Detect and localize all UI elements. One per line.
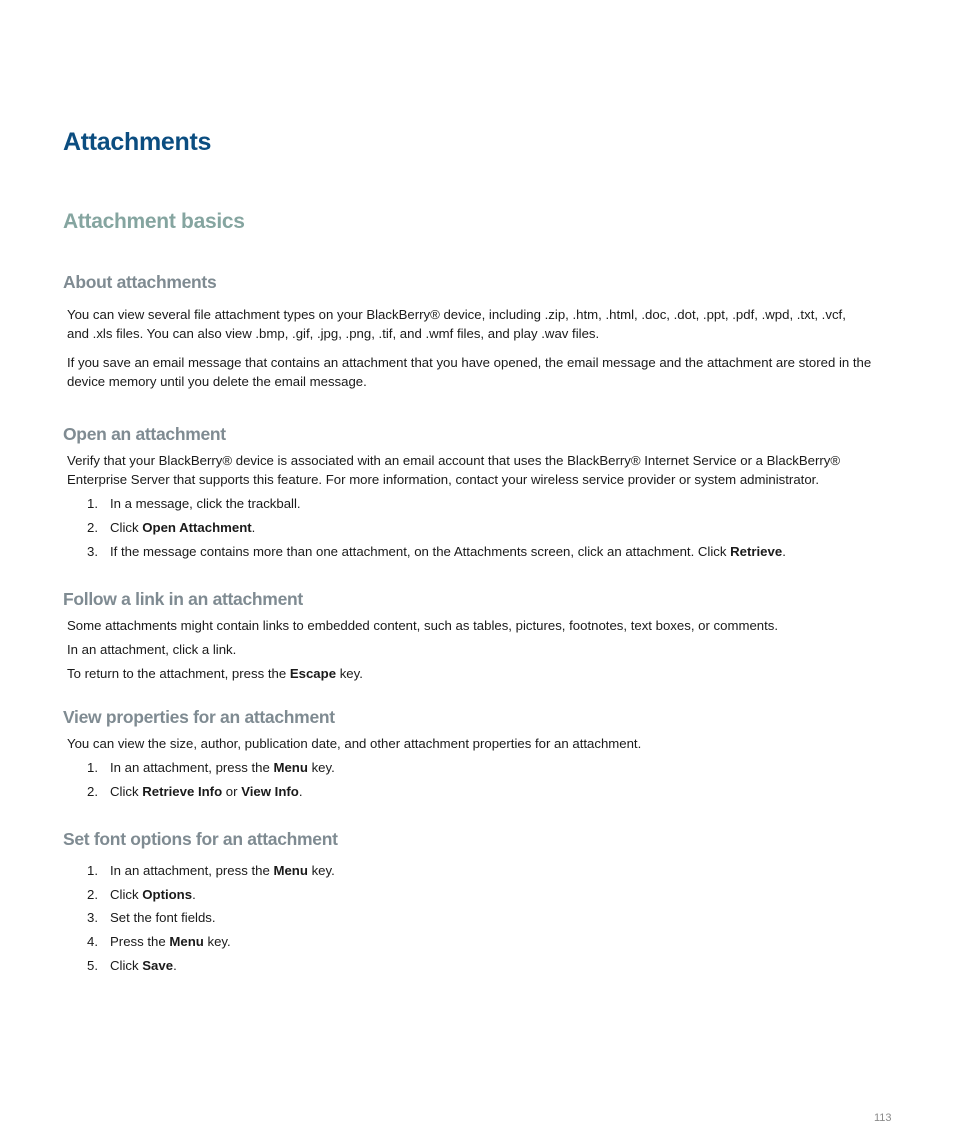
- follow-p3-text: To return to the attachment, press the: [67, 666, 290, 681]
- font-step-1: [87, 861, 887, 880]
- step-bold-term-2: View Info: [241, 784, 299, 799]
- section-title: Attachment basics: [63, 210, 245, 233]
- follow-paragraph-2: In an attachment, click a link.: [67, 642, 237, 657]
- follow-link-heading: Follow a link in an attachment: [63, 589, 303, 609]
- about-p1-line2: and .xls files. You can also view .bmp, .gif, .jpg, .png, .tif, and .wmf files, and play .wav files.: [67, 326, 600, 341]
- font-step-2: [87, 885, 887, 904]
- step-text: In an attachment, press the: [110, 760, 274, 775]
- step-text: Set the font fields.: [110, 910, 216, 925]
- step-number: 1.: [87, 496, 98, 511]
- about-paragraph-2: [67, 353, 897, 391]
- step-text-end: key.: [307, 760, 335, 775]
- about-attachments-heading: About attachments: [63, 272, 217, 292]
- step-bold-term-1: Retrieve Info: [142, 784, 223, 799]
- step-number: 1.: [87, 863, 98, 878]
- about-p2-line1: If you save an email message that contains an attachment that you have opened, the email message and the attachment are stored in the: [67, 355, 872, 370]
- step-text: Click: [110, 958, 143, 973]
- step-text: In a message, click the trackball.: [110, 496, 301, 511]
- about-p2-line2: device memory until you delete the email message.: [67, 374, 367, 389]
- open-step-1: [87, 494, 887, 513]
- step-bold-term: Menu: [273, 760, 308, 775]
- step-number: 4.: [87, 934, 98, 949]
- step-text-end: key.: [203, 934, 231, 949]
- step-text: In an attachment, press the: [110, 863, 274, 878]
- view-step-2: [87, 782, 887, 801]
- step-text-end: .: [173, 958, 177, 973]
- about-p1-line1: You can view several file attachment types on your BlackBerry® device, including .zip, .htm, .html, .doc, .dot, .ppt, .pdf, .wpd, .txt, .vcf,: [67, 307, 846, 322]
- view-paragraph: You can view the size, author, publication date, and other attachment properties for an attachment.: [67, 736, 642, 751]
- step-text-end: .: [251, 520, 256, 535]
- step-bold-term: Menu: [169, 934, 204, 949]
- font-step-3: [87, 908, 887, 927]
- step-text-end: key.: [307, 863, 335, 878]
- open-p-line2: Enterprise Server that supports this feature. For more information, contact your wireless service provider or system administrator.: [67, 472, 819, 487]
- font-options-heading: Set font options for an attachment: [63, 829, 338, 849]
- font-step-4: [87, 932, 887, 951]
- step-bold-term: Save: [142, 958, 174, 973]
- step-text: Click: [110, 887, 143, 902]
- page-number: 113: [874, 1112, 892, 1124]
- step-text-end: .: [782, 544, 786, 559]
- step-bold-term: Retrieve: [730, 544, 783, 559]
- escape-key-term: Escape: [289, 666, 337, 681]
- step-number: 2.: [87, 887, 98, 902]
- step-text-end: .: [298, 784, 303, 799]
- step-bold-term: Menu: [273, 863, 308, 878]
- step-number: 1.: [87, 760, 98, 775]
- open-p-line1: Verify that your BlackBerry® device is associated with an email account that uses the BlackBerry® Internet Service or a BlackBerry®: [67, 453, 841, 468]
- step-text-mid: or: [222, 784, 242, 799]
- font-step-5: [87, 956, 887, 975]
- step-text: Click: [110, 784, 143, 799]
- step-bold-term: Options: [142, 887, 193, 902]
- step-text-end: .: [192, 887, 196, 902]
- open-paragraph: [67, 451, 897, 489]
- step-bold-term: Open Attachment: [142, 520, 252, 535]
- view-step-1: [87, 758, 887, 777]
- open-attachment-heading: Open an attachment: [63, 424, 226, 444]
- follow-p3-text-end: key.: [336, 666, 363, 681]
- follow-paragraph-1: Some attachments might contain links to embedded content, such as tables, pictures, footnotes, text boxes, or comments.: [67, 618, 779, 633]
- step-number: 2.: [87, 520, 98, 535]
- open-step-2: [87, 518, 887, 537]
- page-title: Attachments: [63, 128, 212, 156]
- step-text: Press the: [110, 934, 170, 949]
- step-text: Click: [110, 520, 143, 535]
- step-number: 5.: [87, 958, 98, 973]
- step-number: 3.: [87, 910, 98, 925]
- step-number: 2.: [87, 784, 98, 799]
- step-number: 3.: [87, 544, 98, 559]
- open-step-3: [87, 542, 887, 561]
- about-paragraph-1: [67, 305, 897, 343]
- step-text: If the message contains more than one attachment, on the Attachments screen, click an attachment. Click: [110, 544, 731, 559]
- follow-paragraph-3: [67, 664, 897, 683]
- view-properties-heading: View properties for an attachment: [63, 707, 335, 727]
